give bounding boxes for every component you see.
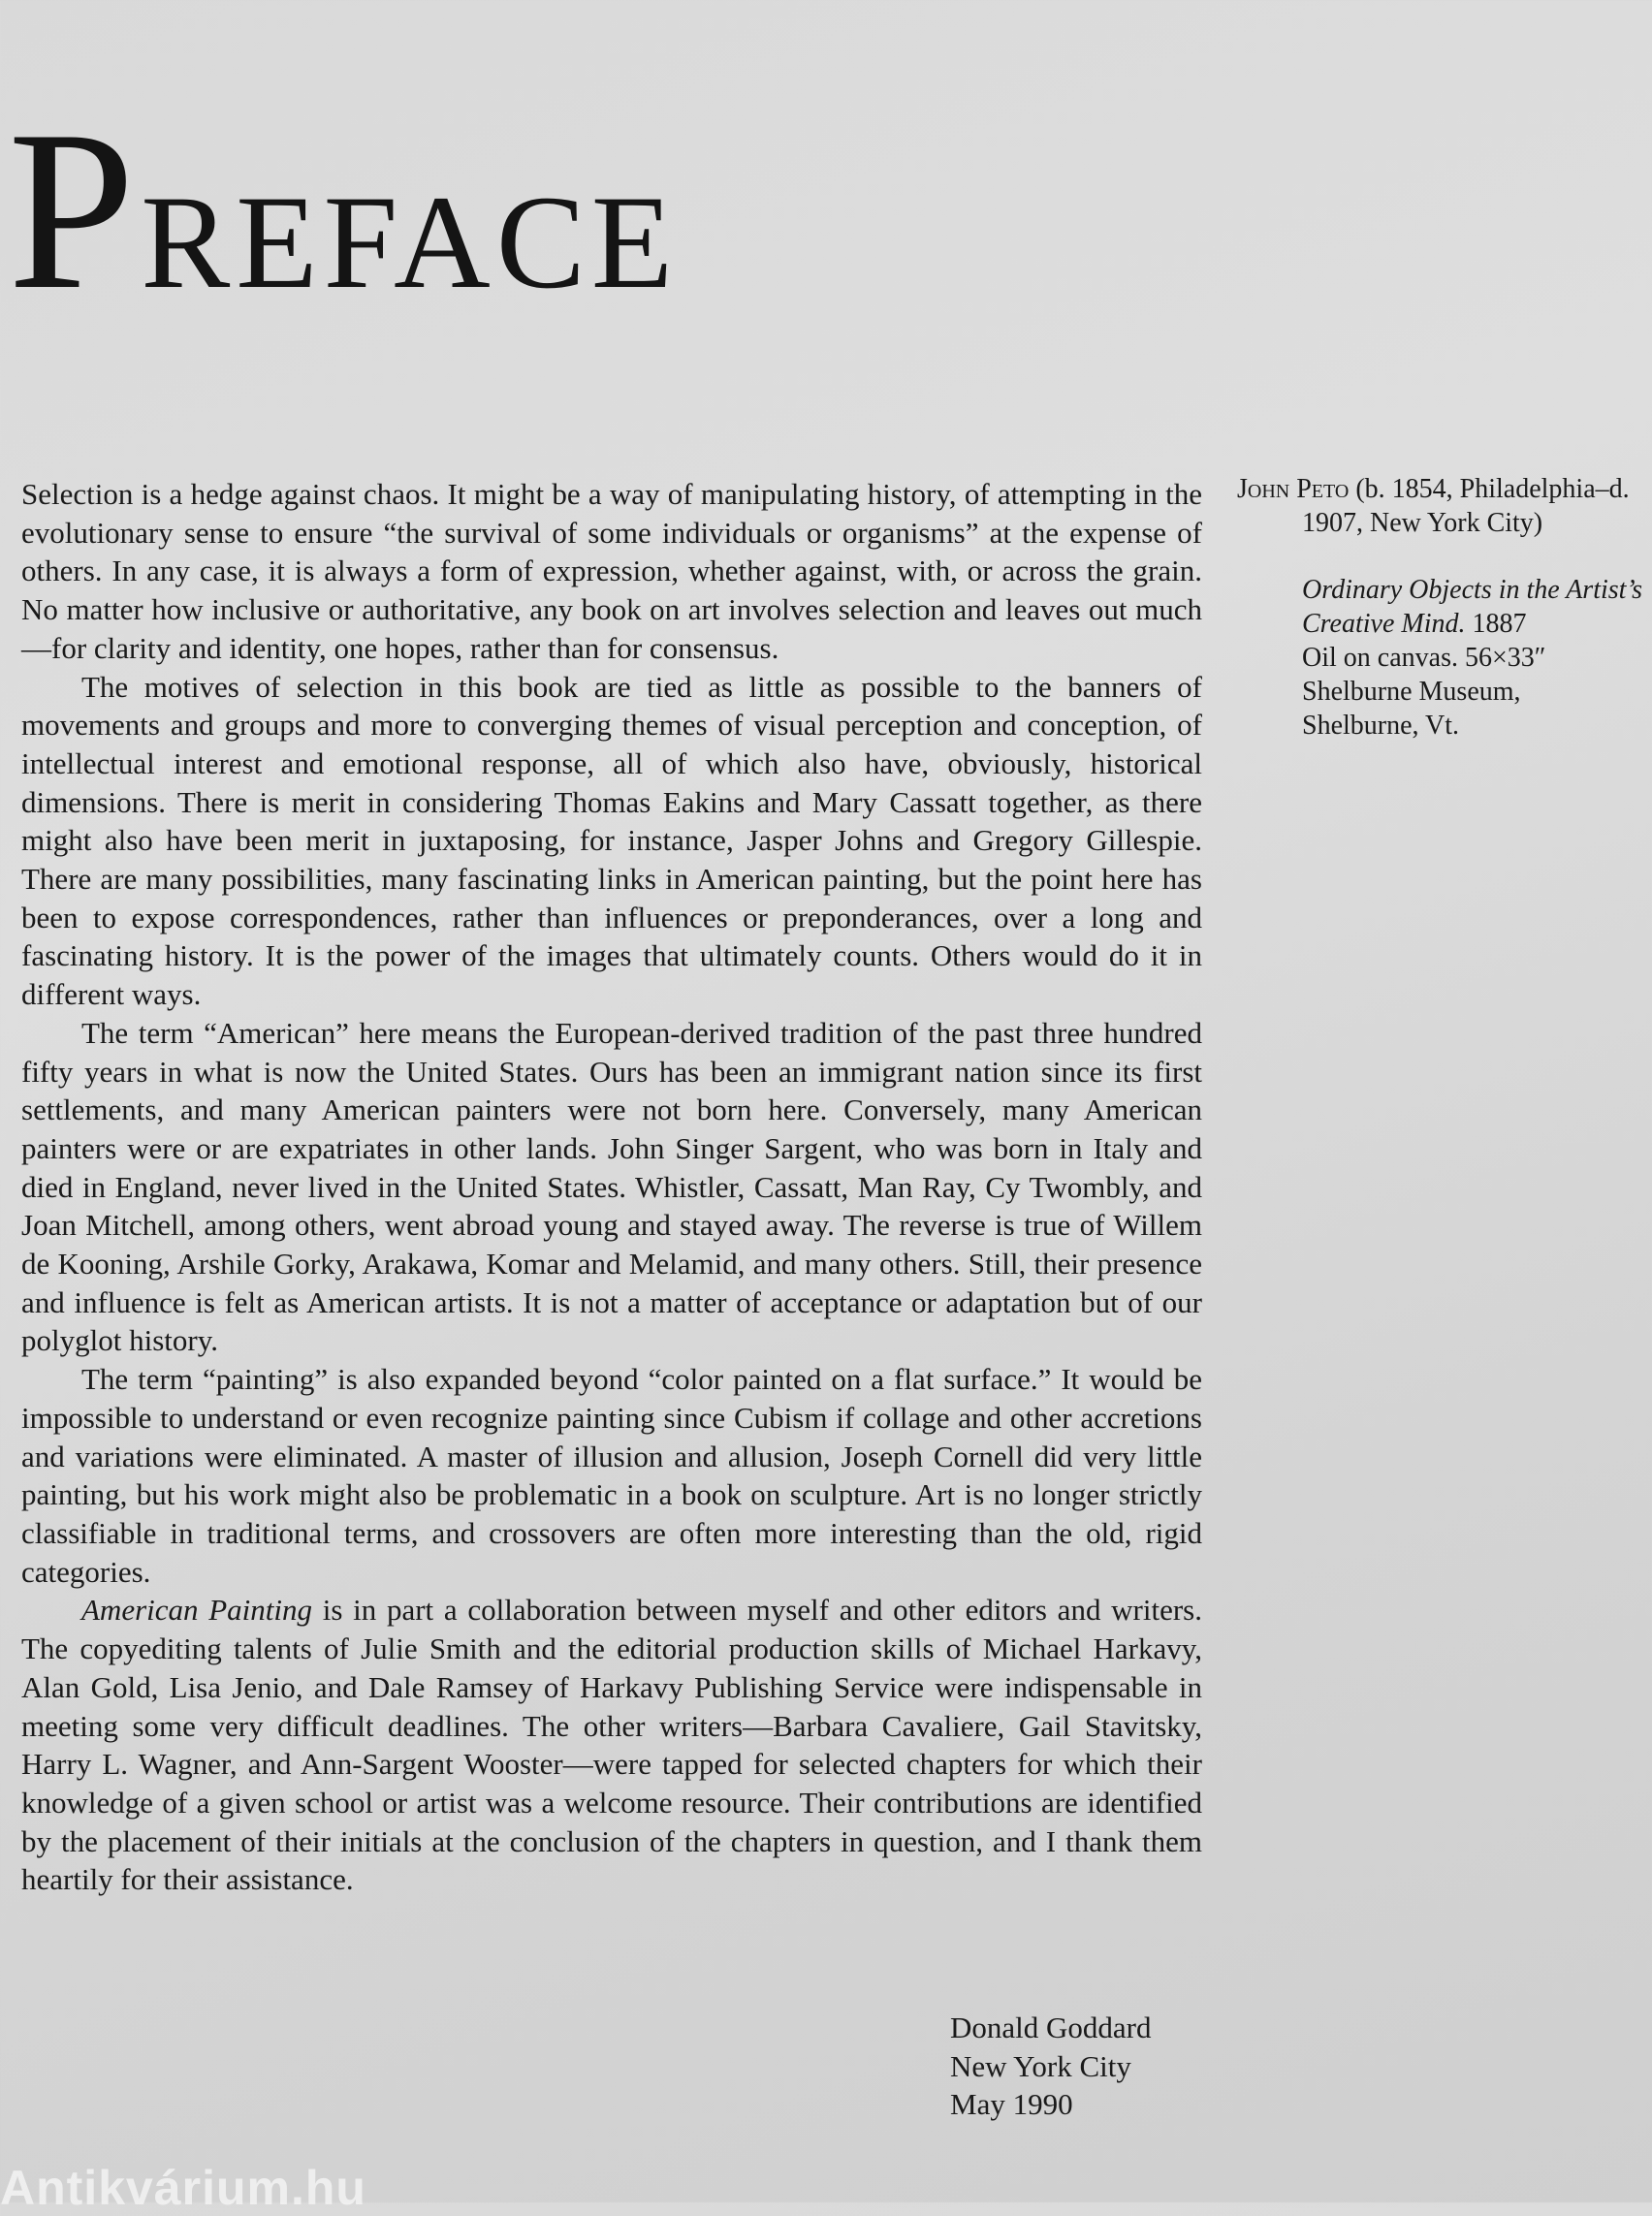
caption-collection: Shelburne Museum, [1302,677,1521,707]
signature-block [950,2009,1151,2124]
caption-work-block [1237,573,1644,743]
paragraph-5-text: is in part a collaboration between myself and other editors and writers. The copyediting talents of Julie Smith and the editorial production skills of Michael Harkavy, Alan Gold, Lisa Jenio, and Dale Ramsey of Harkavy Publishing Service were indispensable in meeting some very difficult deadlines. The other writers—Barbara Cavaliere, Gail Stavitsky, Harry L. Wagner, and Ann-Sargent Wooster—were tapped for selected chapters for which their knowledge of a given school or artist was a welcome resource. Their contributions are identified by the placement of their initials at the conclusion of the chapters in question, and I thank them heartily for their assistance. [21,1593,1202,1897]
page-title [8,84,680,337]
caption-title-line [1302,573,1644,641]
caption-artist-life: (b. 1854, Philadelphia–d. 1907, New York City) [1302,474,1630,538]
author-name: Donald Goddard [950,2010,1152,2044]
caption-artist: John Peto [1237,474,1350,504]
preface-body [21,475,1202,1899]
paragraph-1: Selection is a hedge against chaos. It might be a way of manipulating history, of attempting in the evolutionary sense to ensure “the survival of some individuals or organisms” at the expense of others. In any case, it is always a form of expression, whether against, with, or across the grain. No matter how inclusive or authoritative, any book on art involves selection and leaves out much—for clarity and identity, one hopes, rather than for consensus. [21,477,1202,665]
watermark: Antikvárium.hu [0,2161,366,2215]
caption-medium: Oil on canvas. 56×33″ [1302,643,1546,673]
caption-artist-line [1237,472,1644,540]
title-initial: P [8,84,142,337]
image-caption [1237,472,1644,743]
paragraph-2: The motives of selection in this book are tied as little as possible to the banners of movements and groups and more to converging themes of visual perception and conception, of intellectual interest and emotional response, all of which also have, obviously, historical dimensions. There is merit in considering Thomas Eakins and Mary Cassatt together, as there might also have been merit in juxtaposing, for instance, Jasper Johns and Gregory Gillespie. There are many possibilities, many fascinating links in American painting, but the point here has been to expose correspondences, rather than influences or preponderances, over a long and fascinating history. It is the power of the images that ultimately counts. Others would do it in different ways. [21,669,1202,1012]
signature-date: May 1990 [950,2087,1073,2122]
caption-year: 1887 [1465,609,1527,639]
caption-work-title: Ordinary Objects in the Artist’s Creative Mind. [1302,575,1643,639]
title-rest: REFACE [141,168,680,316]
signature-place: New York City [950,2048,1131,2083]
paragraph-5 [21,1591,1202,1899]
book-title: American Painting [81,1593,313,1628]
caption-location: Shelburne, Vt. [1302,711,1460,741]
paragraph-4: The term “painting” is also expanded beyond “color painted on a flat surface.” It would be impossible to understand or even recognize painting since Cubism if collage and other accretions and variations were eliminated. A master of illusion and allusion, Joseph Cornell did very little painting, but his work might also be problematic in a book on sculpture. Art is no longer strictly classifiable in traditional terms, and crossovers are often more interesting than the old, rigid categories. [21,1362,1202,1589]
paragraph-3: The term “American” here means the European-derived tradition of the past three hundred fifty years in what is now the United States. Ours has been an immigrant nation since its first settlements, and many American painters were not born here. Conversely, many American painters were or are expatriates in other lands. John Singer Sargent, who was born in Italy and died in England, never lived in the United States. Whistler, Cassatt, Man Ray, Cy Twombly, and Joan Mitchell, among others, went abroad young and stayed away. The reverse is true of Willem de Kooning, Arshile Gorky, Arakawa, Komar and Melamid, and many others. Still, their presence and influence is felt as American artists. It is not a matter of acceptance or adaptation but of our polyglot history. [21,1015,1202,1358]
